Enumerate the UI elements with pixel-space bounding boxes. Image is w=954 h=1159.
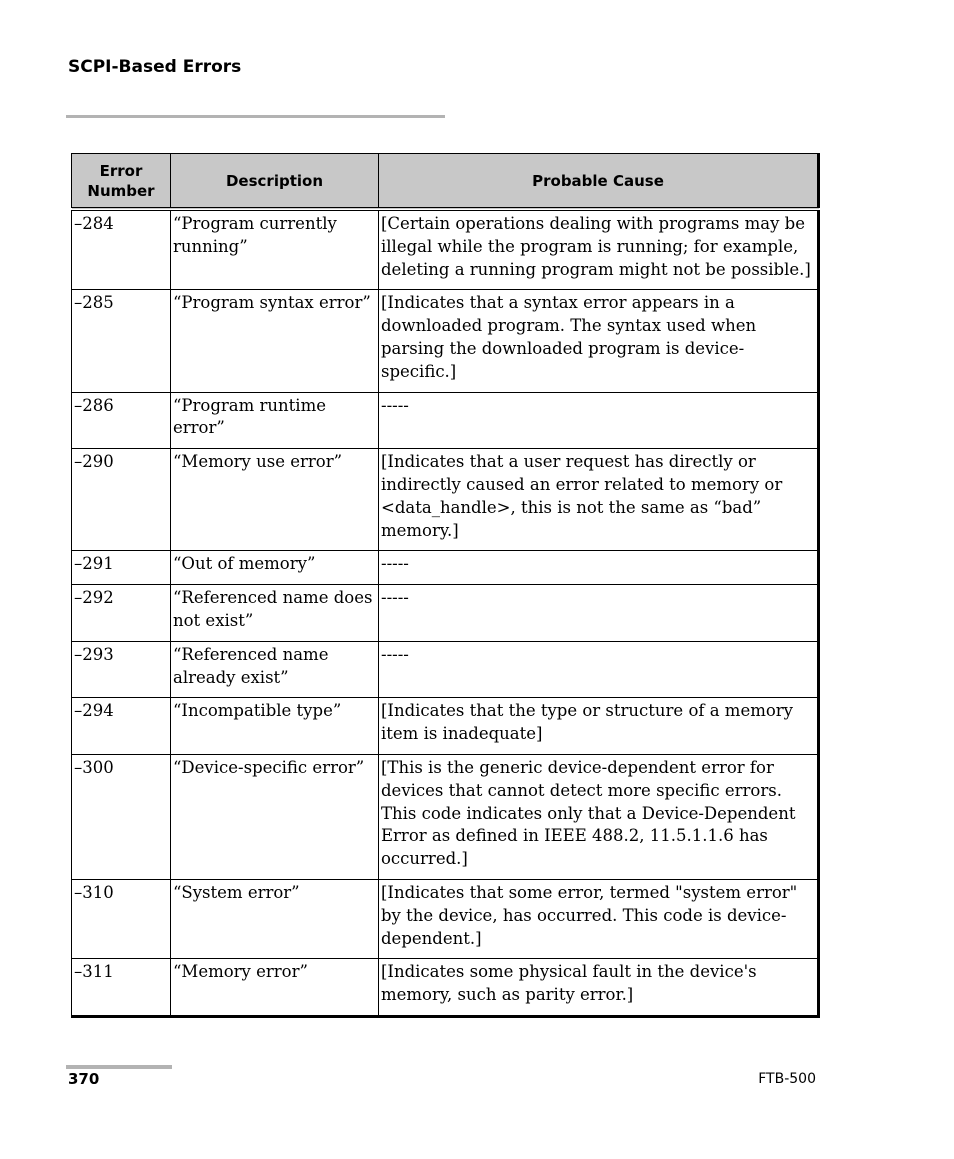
- table-row: [72, 754, 819, 879]
- section-title: SCPI-Based Errors: [68, 57, 242, 77]
- error-table: [71, 153, 820, 1018]
- table-header-row: [72, 154, 819, 210]
- table-row: [72, 879, 819, 958]
- error-number-cell: –310: [72, 879, 171, 958]
- description-cell: “Memory error”: [171, 959, 379, 1017]
- header-description: Description: [171, 154, 379, 210]
- table-row: [72, 959, 819, 1017]
- probable-cause-cell: [Indicates that the type or structure of a memory item is inadequate]: [379, 698, 819, 755]
- probable-cause-cell: [Indicates that a syntax error appears in a downloaded program. The syntax used when parsing the downloaded program is device-specific.]: [379, 290, 819, 392]
- table-row: [72, 641, 819, 698]
- error-number-cell: –293: [72, 641, 171, 698]
- probable-cause-cell: [Certain operations dealing with programs may be illegal while the program is running; for example, deleting a running program might not be possible.]: [379, 209, 819, 290]
- description-cell: “Program syntax error”: [171, 290, 379, 392]
- table-row: [72, 290, 819, 392]
- description-cell: “Incompatible type”: [171, 698, 379, 755]
- page-number: 370: [68, 1070, 100, 1088]
- probable-cause-cell: -----: [379, 551, 819, 585]
- description-cell: “Program runtime error”: [171, 392, 379, 449]
- table-row: [72, 698, 819, 755]
- description-cell: “Device-specific error”: [171, 754, 379, 879]
- description-cell: “Memory use error”: [171, 449, 379, 551]
- probable-cause-cell: [Indicates that some error, termed "system error" by the device, has occurred. This code is device-dependent.]: [379, 879, 819, 958]
- probable-cause-cell: -----: [379, 641, 819, 698]
- header-probable-cause: Probable Cause: [379, 154, 819, 210]
- table-row: [72, 585, 819, 642]
- description-cell: “Referenced name does not exist”: [171, 585, 379, 642]
- description-cell: “Out of memory”: [171, 551, 379, 585]
- error-number-cell: –284: [72, 209, 171, 290]
- description-cell: “Program currently running”: [171, 209, 379, 290]
- description-cell: “System error”: [171, 879, 379, 958]
- title-rule: [66, 115, 445, 118]
- error-number-cell: –291: [72, 551, 171, 585]
- footer-rule: [66, 1065, 172, 1069]
- probable-cause-cell: [This is the generic device-dependent error for devices that cannot detect more specific errors. This code indicates only that a Device-Dependent Error as defined in IEEE 488.2, 11.5.1.1.6 has occurred.]: [379, 754, 819, 879]
- probable-cause-cell: -----: [379, 585, 819, 642]
- document-id: FTB-500: [758, 1071, 816, 1087]
- error-number-cell: –290: [72, 449, 171, 551]
- table-row: [72, 392, 819, 449]
- error-number-cell: –292: [72, 585, 171, 642]
- probable-cause-cell: -----: [379, 392, 819, 449]
- table-row: [72, 551, 819, 585]
- error-number-cell: –286: [72, 392, 171, 449]
- table-row: [72, 449, 819, 551]
- table-row: [72, 209, 819, 290]
- header-error-number: Error Number: [72, 154, 171, 210]
- error-number-cell: –311: [72, 959, 171, 1017]
- error-number-cell: –294: [72, 698, 171, 755]
- error-number-cell: –285: [72, 290, 171, 392]
- description-cell: “Referenced name already exist”: [171, 641, 379, 698]
- error-number-cell: –300: [72, 754, 171, 879]
- probable-cause-cell: [Indicates that a user request has directly or indirectly caused an error related to memory or <data_handle>, this is not the same as “bad” memory.]: [379, 449, 819, 551]
- probable-cause-cell: [Indicates some physical fault in the device's memory, such as parity error.]: [379, 959, 819, 1017]
